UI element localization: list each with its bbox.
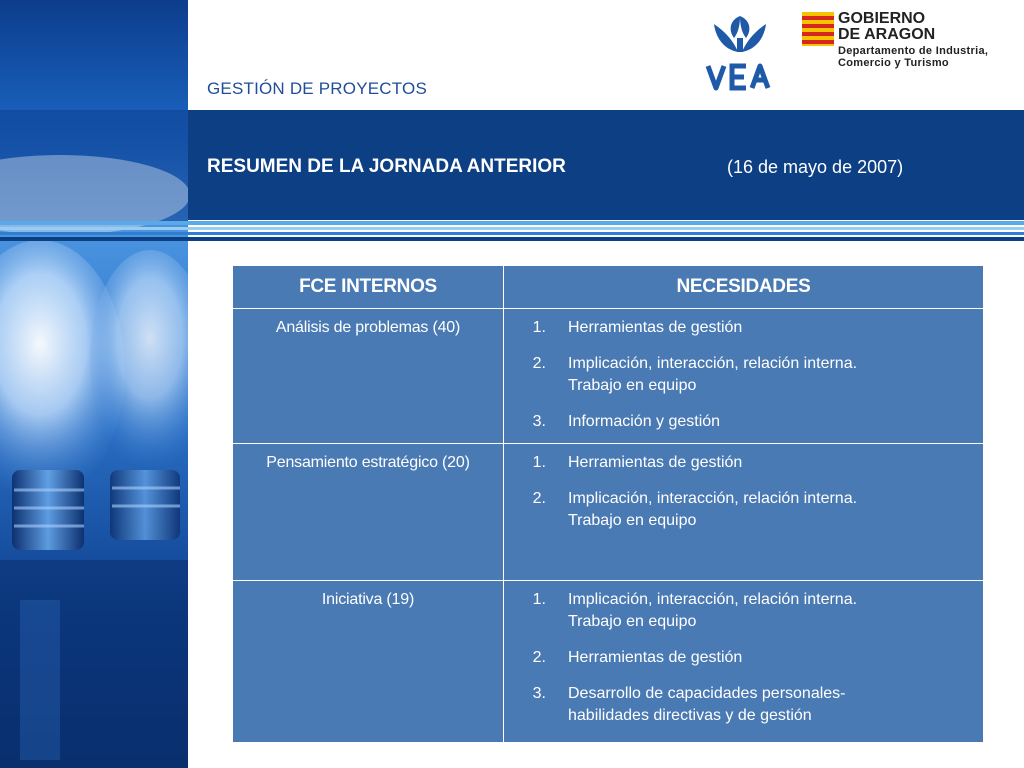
divider-stripe <box>0 237 1024 241</box>
need-item <box>504 683 983 727</box>
table-header-row <box>233 266 984 309</box>
table-row <box>233 581 984 743</box>
gov-name-line1: GOBIERNO <box>838 10 926 27</box>
need-line: Trabajo en equipo <box>568 512 697 529</box>
need-line: habilidades directivas y de gestión <box>568 707 812 724</box>
need-number: 1. <box>532 591 546 608</box>
header-necesidades: NECESIDADES <box>504 266 984 309</box>
slide-date: (16 de mayo de 2007) <box>727 157 904 177</box>
divider-stripe <box>0 232 1024 235</box>
table-row <box>233 309 984 444</box>
need-item <box>504 411 983 433</box>
need-text <box>546 488 928 532</box>
vea-logo <box>700 10 780 94</box>
need-number: 2. <box>532 490 546 507</box>
need-line: Implicación, interacción, relación interna. <box>568 591 858 608</box>
section-title: GESTIÓN DE PROYECTOS <box>207 79 428 98</box>
need-number: 2. <box>532 649 546 666</box>
fce-cell: Iniciativa (19) <box>233 581 504 743</box>
need-line: Trabajo en equipo <box>568 613 697 630</box>
need-text <box>546 683 928 727</box>
need-item <box>504 353 983 397</box>
need-line: Desarrollo de capacidades personales- <box>568 685 846 702</box>
divider-stripe <box>0 227 1024 230</box>
gov-dept-line2: Comercio y Turismo <box>838 57 949 69</box>
need-line: Información y gestión <box>568 413 721 430</box>
need-number: 3. <box>532 685 546 702</box>
gov-name-line2: DE ARAGON <box>838 26 936 43</box>
need-text <box>546 452 928 474</box>
gobierno-aragon-logo <box>802 12 1012 74</box>
need-text <box>546 589 928 633</box>
need-text <box>546 353 928 397</box>
table-row <box>233 444 984 581</box>
needs-cell <box>504 309 984 444</box>
need-text <box>546 317 928 339</box>
need-item <box>504 488 983 532</box>
need-number: 1. <box>532 319 546 336</box>
aragon-flag-icon <box>802 12 834 46</box>
need-line: Herramientas de gestión <box>568 319 743 336</box>
fce-cell: Pensamiento estratégico (20) <box>233 444 504 581</box>
header-fce-internos: FCE INTERNOS <box>233 266 504 309</box>
need-number: 3. <box>532 413 546 430</box>
need-text <box>546 411 928 433</box>
need-line: Trabajo en equipo <box>568 377 697 394</box>
need-line: Implicación, interacción, relación interna. <box>568 490 858 507</box>
lightbulb-background-image <box>0 0 188 768</box>
need-number: 2. <box>532 355 546 372</box>
need-line: Herramientas de gestión <box>568 454 743 471</box>
need-line: Herramientas de gestión <box>568 649 743 666</box>
need-line: Implicación, interacción, relación interna. <box>568 355 858 372</box>
need-text <box>546 647 928 669</box>
needs-cell <box>504 444 984 581</box>
slide-title: RESUMEN DE LA JORNADA ANTERIOR <box>207 156 566 177</box>
need-item <box>504 317 983 339</box>
need-item <box>504 589 983 633</box>
gov-dept-line1: Departamento de Industria, <box>838 45 989 57</box>
need-number: 1. <box>532 454 546 471</box>
need-item <box>504 452 983 474</box>
summary-table <box>232 265 984 743</box>
needs-cell <box>504 581 984 743</box>
fce-cell: Análisis de problemas (40) <box>233 309 504 444</box>
need-item <box>504 647 983 669</box>
divider-stripe <box>0 221 1024 225</box>
